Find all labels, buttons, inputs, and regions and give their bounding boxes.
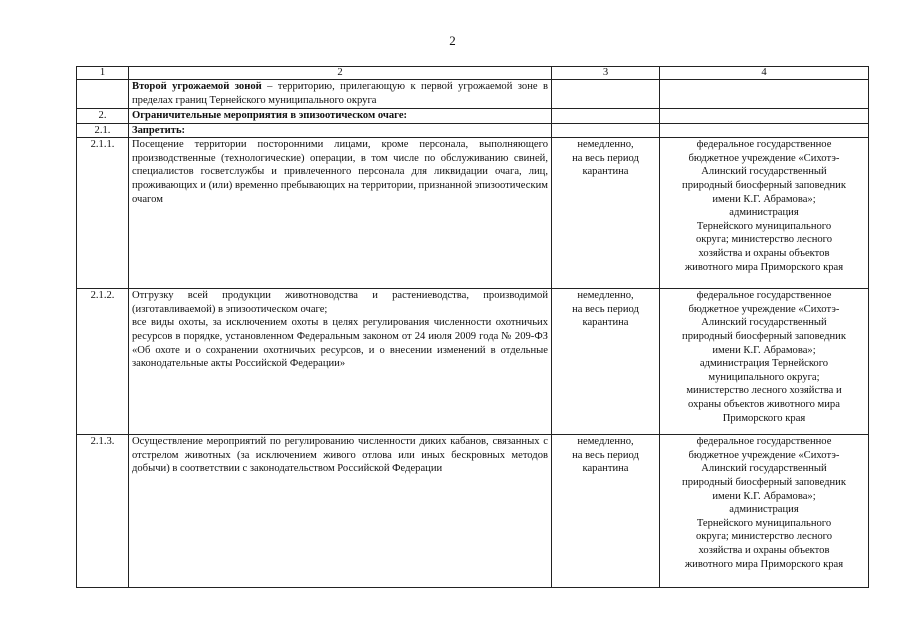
table-row [77,435,869,588]
responsible-line: Тернейского муниципального [696,220,832,232]
responsible-line: округа; министерство лесного [695,531,833,543]
row-number: 2.1.1. [77,138,129,289]
subsection-responsible-cell [660,123,869,138]
responsible-line: хозяйства и охраны объектов [698,544,830,556]
responsible-line: Приморского края [722,412,806,424]
zone-bold-term: Второй угрожаемой зоной [132,81,262,92]
term-line: карантина [582,166,629,178]
row-responsible [660,138,869,289]
zone-text: – территорию, прилегающую к первой угрожаемой зоне в пределах границ Тернейского муниципального округа [132,81,548,106]
responsible-line: бюджетное учреждение «Сихотэ- [688,152,840,164]
zone-number-cell [77,80,129,109]
page-number: 2 [449,33,456,48]
responsible-line: Алинский государственный [701,166,827,178]
responsible-line: Алинский государственный [701,317,827,329]
responsible-line: природный биосферный заповедник [682,476,846,488]
responsible-line: животного мира Приморского края [684,261,844,273]
responsible-line: бюджетное учреждение «Сихотэ- [688,449,840,461]
subsection-number: 2.1. [77,123,129,138]
row-responsible [660,289,869,435]
responsible-line: природный биосферный заповедник [682,179,846,191]
responsible-line: имени К.Г. Абрамова»; [712,193,816,205]
measure-paragraph: все виды охоты, за исключением охоты в целях регулирования численности охотничьих ресурсов в порядке, установленном Федеральным законом от 24 июля 2009 года № 209-ФЗ «Об охоте и о сохранении охотничьих ресурсов, и о внесении изменений в отдельные законодательные акты Российской Федерации» [132,317,548,370]
row-responsible [660,435,869,588]
responsible-line: Тернейского муниципального [696,517,832,529]
subsection-row [77,123,869,138]
header-cell-1: 1 [77,67,129,80]
responsible-line: федеральное государственное [696,436,832,448]
row-measure-text: Посещение территории посторонними лицами, кроме персонала, выполняющего производственные (технологические) операции, в том числе по обслуживанию свиней, специалистов госветслужбы и привлеченного персонала для ликвидации очага, лиц, проживающих и (или) временно пребывающих на территории, признанной эпизоотическим очагом [129,138,552,289]
row-number: 2.1.2. [77,289,129,435]
section-row [77,109,869,124]
table-row [77,289,869,435]
section-title: Ограничительные мероприятия в эпизоотическом очаге: [129,109,552,124]
responsible-line: бюджетное учреждение «Сихотэ- [688,303,840,315]
term-line: немедленно, [577,139,634,151]
responsible-line: имени К.Г. Абрамова»; [712,344,816,356]
row-term [552,138,660,289]
term-line: карантина [582,463,629,475]
zone-responsible-cell [660,80,869,109]
term-line: на весь период [572,303,639,315]
responsible-line: имени К.Г. Абрамова»; [712,490,816,502]
responsible-line: администрация Тернейского [699,358,829,370]
row-measure-text [129,289,552,435]
measures-table [76,66,869,588]
zone-definition-row [77,80,869,109]
subsection-title: Запретить: [129,123,552,138]
section-responsible-cell [660,109,869,124]
subsection-term-cell [552,123,660,138]
responsible-line: природный биосферный заповедник [682,330,846,342]
zone-text-cell [129,80,552,109]
header-cell-3: 3 [552,67,660,80]
responsible-line: охраны объектов животного мира [688,398,840,410]
responsible-line: муниципального округа; [708,371,820,383]
row-measure-text: Осуществление мероприятий по регулированию численности диких кабанов, связанных с отстрелом животных (за исключением живого отлова или иных бескровных методов добычи) в соответствии с законодательством Российской Федерации [129,435,552,588]
responsible-line: администрация [729,207,799,219]
responsible-line: федеральное государственное [696,139,832,151]
zone-term-cell [552,80,660,109]
section-term-cell [552,109,660,124]
responsible-line: администрация [729,504,799,516]
section-number: 2. [77,109,129,124]
responsible-line: округа; министерство лесного [695,234,833,246]
term-line: на весь период [572,152,639,164]
responsible-line: хозяйства и охраны объектов [698,247,830,259]
header-cell-4: 4 [660,67,869,80]
table-row [77,138,869,289]
row-term [552,435,660,588]
responsible-line: министерство лесного хозяйства и [686,385,842,397]
responsible-line: животного мира Приморского края [684,558,844,570]
term-line: немедленно, [577,436,634,448]
term-line: карантина [582,317,629,329]
term-line: на весь период [572,449,639,461]
table-header-row [77,67,869,80]
header-cell-2: 2 [129,67,552,80]
row-number: 2.1.3. [77,435,129,588]
measure-paragraph: Отгрузку всей продукции животноводства и растениеводства, производимой (изготавливаемой) в эпизоотическом очаге; [132,290,548,315]
responsible-line: федеральное государственное [696,290,832,302]
responsible-line: Алинский государственный [701,463,827,475]
term-line: немедленно, [577,290,634,302]
row-term [552,289,660,435]
